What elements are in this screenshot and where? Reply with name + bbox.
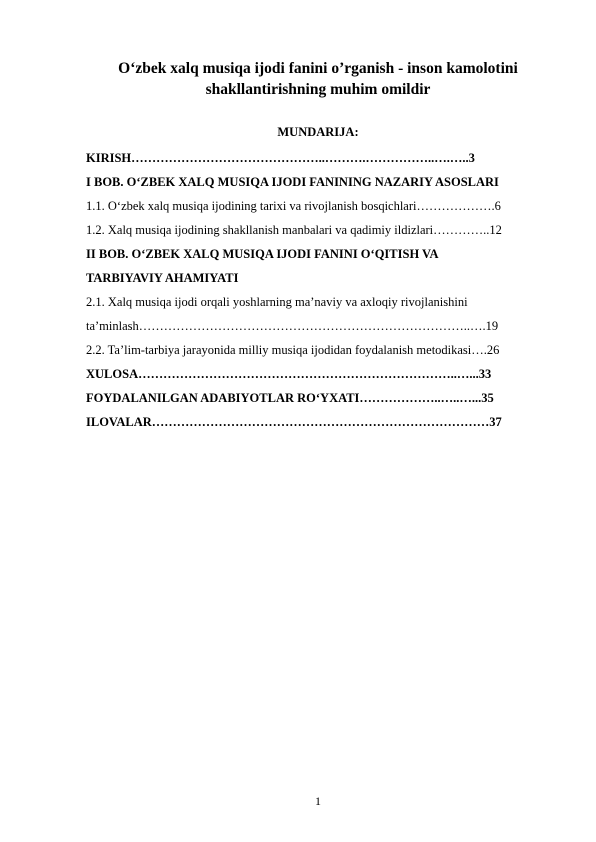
toc-entry-ilovalar: ILOVALAR………………………………………………………………………37 [86,415,502,429]
title-line-1: O‘zbek xalq musiqa ijodi fanini o’rganish - inson kamolotini [118,60,518,77]
toc-chapter-1-heading: I BOB. O‘ZBEK XALQ MUSIQA IJODI FANINING NAZARIY ASOSLARI [86,175,499,189]
toc-chapter-2-heading-line-1: II BOB. O‘ZBEK XALQ MUSIQA IJODI FANINI O‘QITISH VA [86,247,439,261]
title-line-2: shakllantirishning muhim omildir [205,81,431,98]
document-title [80,58,556,100]
toc-chapter-2-heading-line-2: TARBIYAVIY AHAMIYATI [86,271,239,285]
toc-entry-2-2: 2.2. Ta’lim-tarbiya jarayonida milliy musiqa ijodidan foydalanish metodikasi….26 [86,343,500,357]
toc-entry-2-1-line-2: ta’minlash……………………………………………………………………..….19 [86,319,499,333]
toc-entry-1-2: 1.2. Xalq musiqa ijodining shakllanish manbalari va qadimiy ildizlari…………..12 [86,223,502,237]
contents-heading: MUNDARIJA: [277,125,359,139]
toc-entry-xulosa: XULOSA…………………………………………………………………..…...33 [86,367,492,381]
toc-entry-1-1: 1.1. O‘zbek xalq musiqa ijodining tarixi va rivojlanish bosqichlari……………….6 [86,199,501,213]
toc-entry-2-1-line-1: 2.1. Xalq musiqa ijodi orqali yoshlarning ma’naviy va axloqiy rivojlanishini [86,295,468,309]
page-number: 1 [315,794,321,808]
toc-entry-adabiyotlar: FOYDALANILGAN ADABIYOTLAR RO‘YXATI………………..…..…...35 [86,391,494,405]
toc-entry-kirish: KIRISH………………………………………..……….……………..….…..3 [86,151,475,165]
